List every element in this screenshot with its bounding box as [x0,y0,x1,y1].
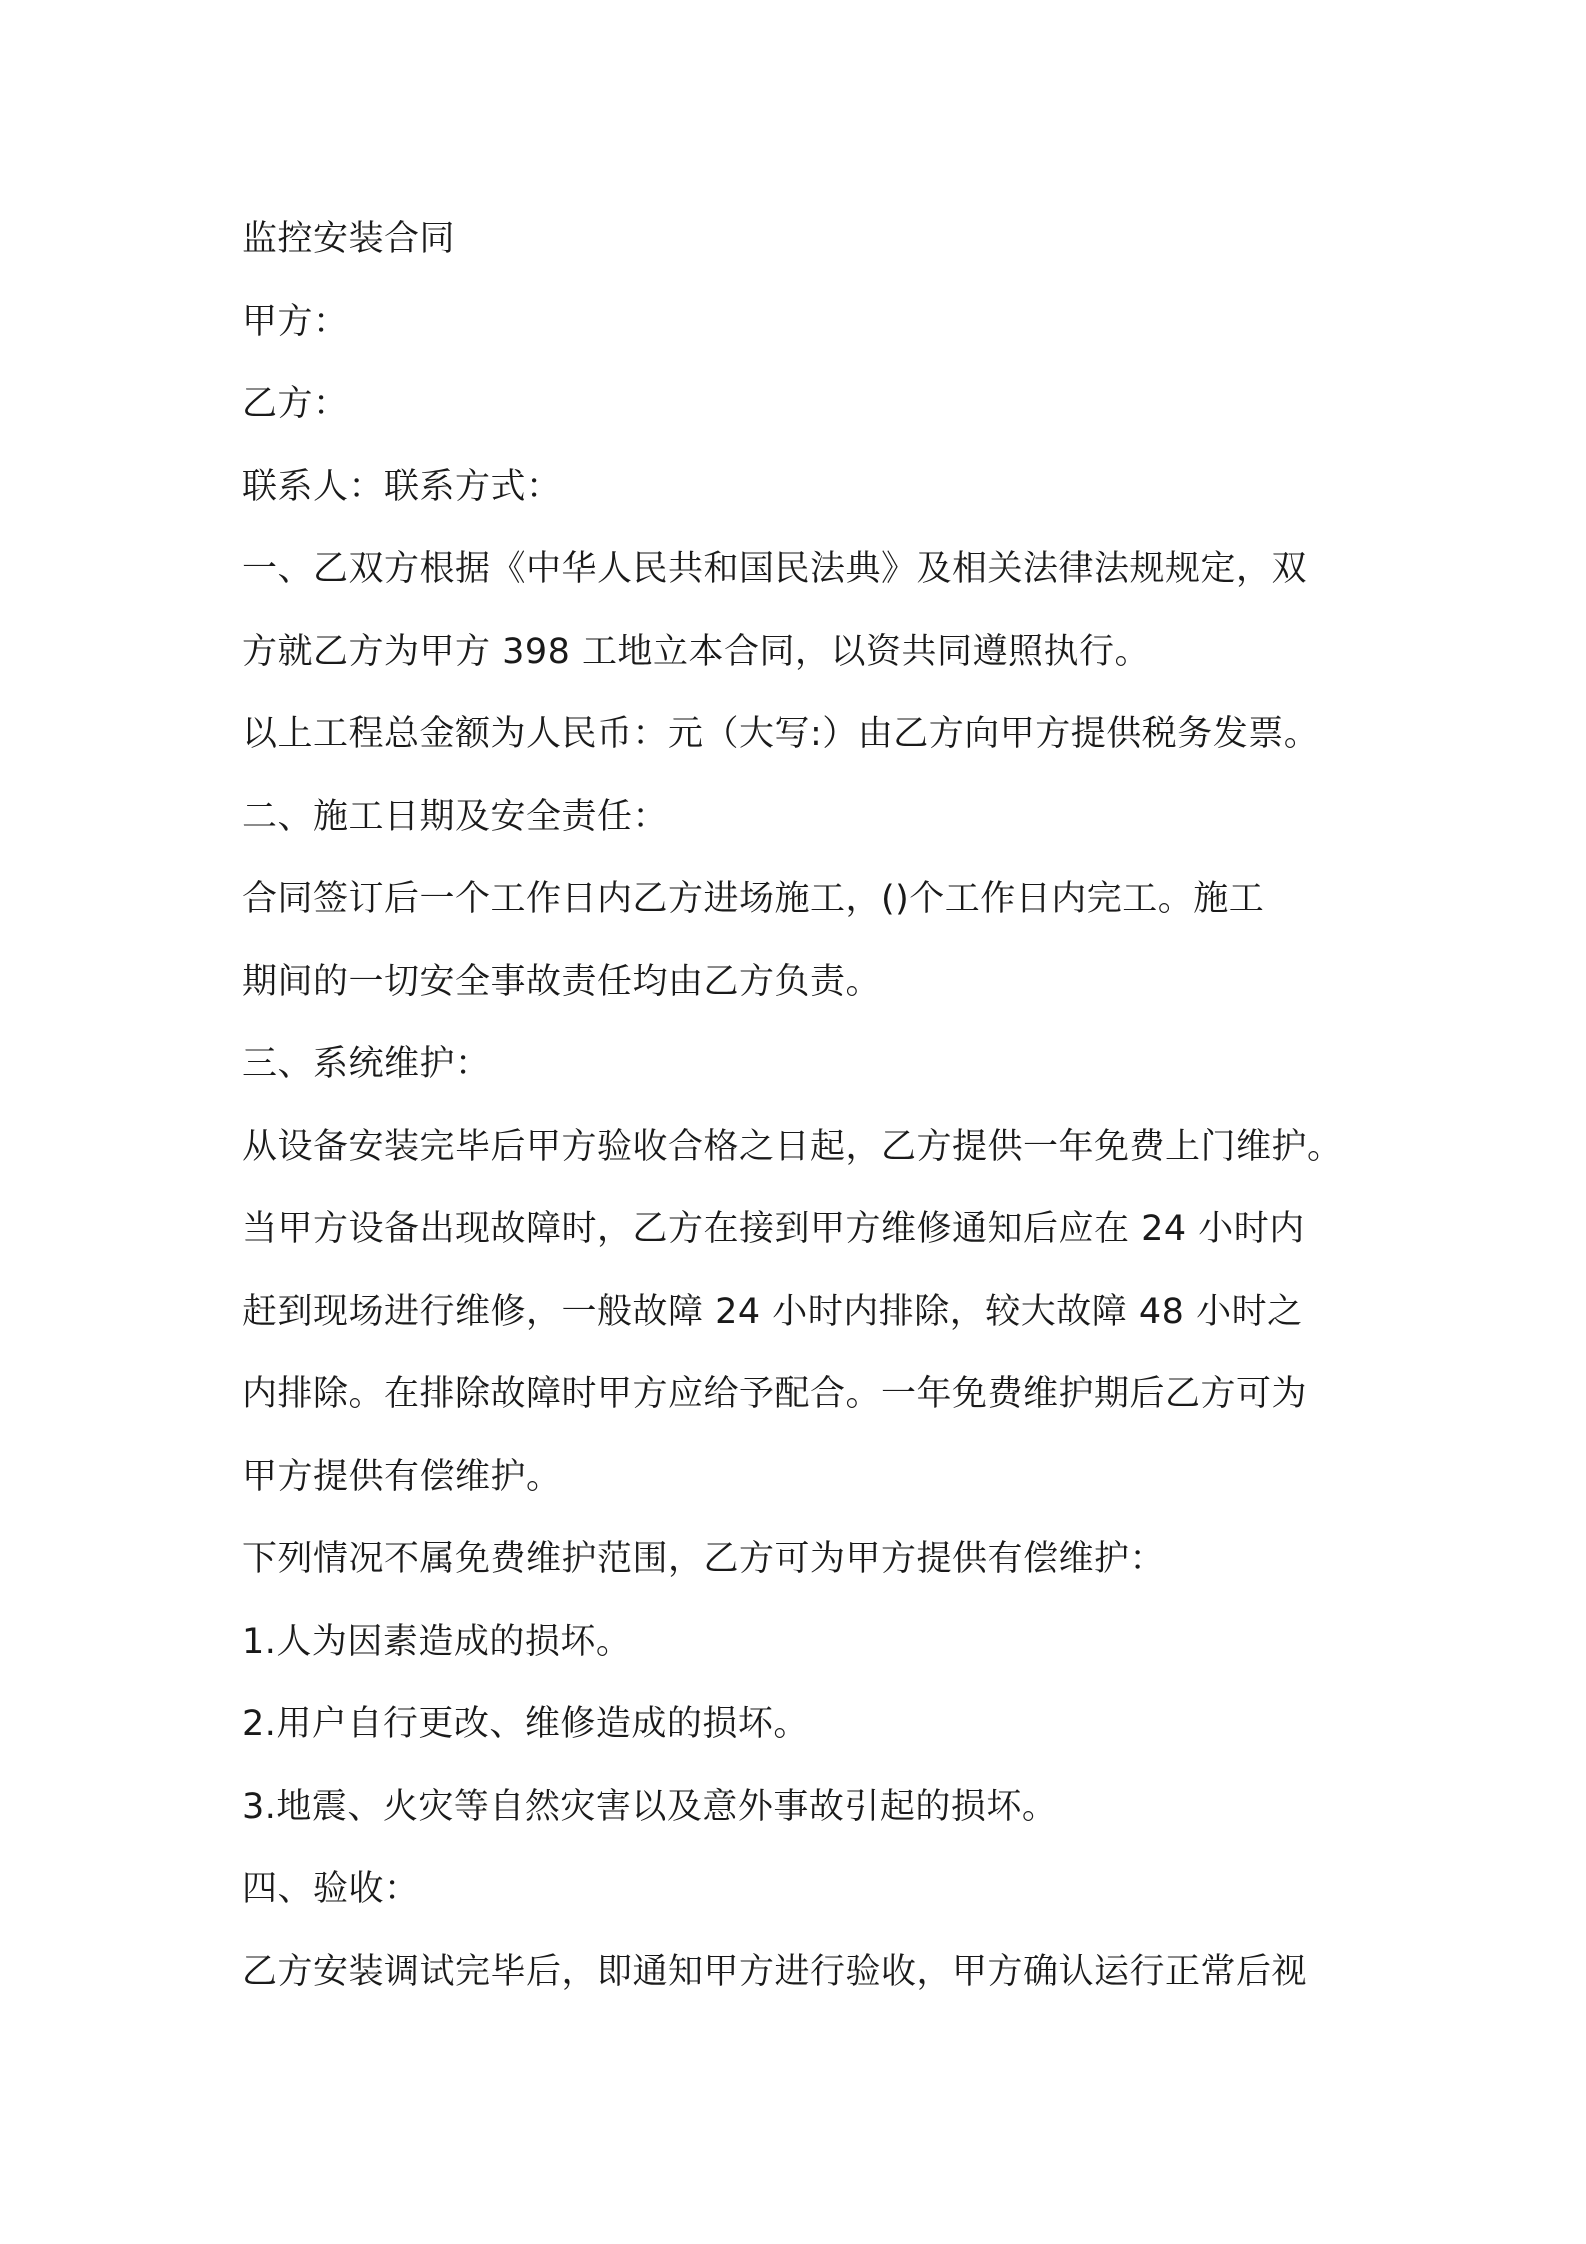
paragraph-line: 方就乙方为甲方 398 工地立本合同，以资共同遵照执行。 [242,631,1151,672]
paragraph-line: 甲方提供有偿维护。 [242,1456,562,1497]
list-item: 3.地震、火灾等自然灾害以及意外事故引起的损坏。 [242,1786,1058,1827]
paragraph-line: 当甲方设备出现故障时，乙方在接到甲方维修通知后应在 24 小时内 [242,1209,1305,1249]
paragraph-line: 以上工程总金额为人民币：元（大写:）由乙方向甲方提供税务发票。 [242,714,1320,754]
section-heading: 二、施工日期及安全责任： [242,796,669,837]
paragraph-line: 下列情况不属免费维护范围，乙方可为甲方提供有偿维护： [242,1539,1166,1579]
list-item: 1.人为因素造成的损坏。 [242,1621,632,1662]
document-body [242,198,1372,2013]
paragraph-line: 乙方安装调试完毕后，即通知甲方进行验收，甲方确认运行正常后视 [242,1951,1308,1992]
paragraph-line: 期间的一切安全事故责任均由乙方负责。 [242,961,882,1002]
paragraph-line: 从设备安装完毕后甲方验收合格之日起，乙方提供一年免费上门维护。 [242,1126,1343,1167]
party-a-label: 甲方： [242,301,349,342]
paragraph-line: 赶到现场进行维修，一般故障 24 小时内排除，较大故障 48 小时之 [242,1291,1303,1332]
document-title: 监控安装合同 [242,219,456,259]
party-b-label: 乙方： [242,384,349,424]
paragraph-line: 合同签订后一个工作日内乙方进场施工，()个工作日内完工。施工 [242,879,1265,919]
section-heading: 四、验收： [242,1869,420,1909]
section-heading: 三、系统维护： [242,1044,491,1084]
paragraph-line: 内排除。在排除故障时甲方应给予配合。一年免费维护期后乙方可为 [242,1374,1308,1414]
list-item: 2.用户自行更改、维修造成的损坏。 [242,1704,809,1744]
paragraph-line: 一、乙双方根据《中华人民共和国民法典》及相关法律法规规定，双 [242,549,1308,589]
contact-label: 联系人：联系方式： [242,466,562,507]
